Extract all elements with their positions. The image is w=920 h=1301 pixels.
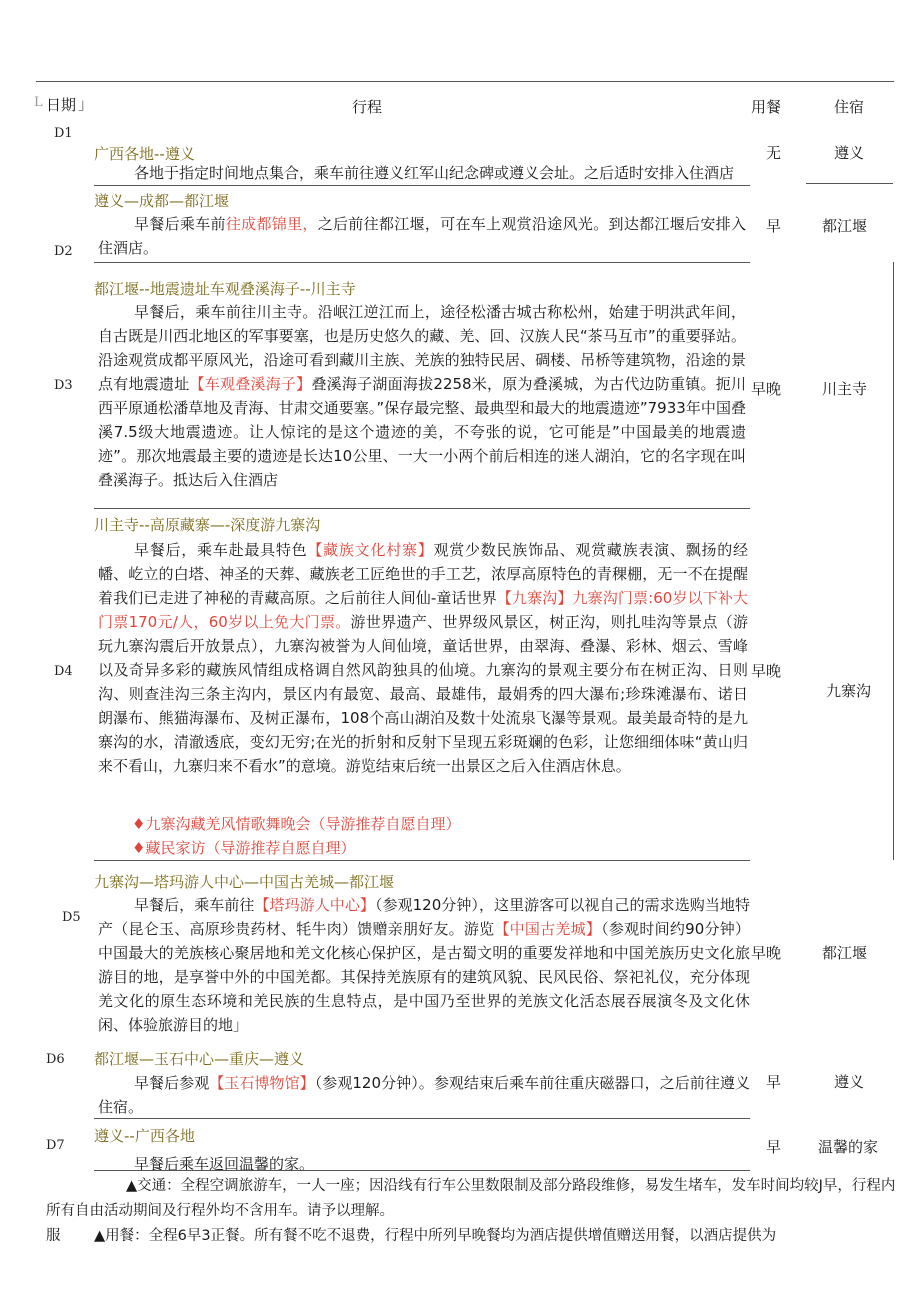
stay-rule [806,183,893,184]
row-rule [94,262,750,263]
meals-note: ▲用餐：全程6早3正餐。所有餐不吃不退费，行程中所列早晚餐均为酒店提供增值赠送用餐，以酒店提供为 [94,1228,777,1244]
day-title: 遵义--广西各地 [94,1127,195,1145]
day-title: 九寨沟—塔玛游人中心—中国古羌城—都江堰 [94,873,395,891]
day-label: D6 [46,1052,65,1067]
header-meals: 用餐 [751,98,782,116]
day-meal: 早 [766,1138,782,1156]
row-rule [94,1170,750,1171]
day-stay: 都江堰 [822,217,868,235]
day-text: 早餐后乘车前往成都锦里，之后前往都江堰，可在车上观赏沿途风光。到达都江堰后安排入住酒店。 [98,215,746,257]
top-rule [36,81,894,82]
service-label: 服 [46,1228,61,1244]
row-rule [94,1118,750,1119]
day-stay: 遵义 [834,1073,865,1091]
day-label: D2 [54,244,73,259]
day-meal: 早 [766,1073,782,1091]
header-date-bracket: 」 [78,95,94,113]
day-title: 广西各地--遵义 [94,145,195,163]
day-meal: 早晚 [751,380,782,398]
day-text: 各地于指定时间地点集合，乘车前往遵义红军山纪念碑或遵义会址。之后适时安排入住酒店 [134,164,735,182]
row-rule [94,508,750,509]
option-item: ♦藏民家访（导游推荐自愿自理） [132,839,356,857]
option-item: ♦九寨沟藏羌风情歌舞晚会（导游推荐自愿自理） [132,815,461,833]
day-label: D3 [54,378,73,393]
day-text: 早餐后参观【玉石博物馆】（参观120分钟）。参观结束后乘车前往重庆磁器口，之后前往遵义住宿。 [98,1074,750,1116]
day-stay: 都江堰 [822,944,868,962]
day-label: D1 [54,126,73,141]
day-text: 早餐后，乘车前往川主寺。沿岷江逆江而上，途径松潘古城古称松州，始建于明洪武年间，自古既是川西北地区的军事要塞，也是历史悠久的藏、羌、回、汉族人民“茶马互市”的重要驿站。沿途观赏成都平原风光，沿途可看到藏川主族、羌族的独特民居、碉楼、吊桥等建筑物，沿途的景点有地震遗址【车观叠溪海子】叠溪海子湖面海拔2258米，原为叠溪城，为古代边防重镇。扼川西平原通松潘草地及青海、甘肃交通要塞。”保存最完整、最典型和最大的地震遗迹”7933年中国叠溪7.5级大地震遗迹。让人惊诧的是这个遗迹的美，不夸张的说，它可能是”中国最美的地震遗迹”。那次地震最主要的遗迹是长达10公里、一大一小两个前后相连的迷人湖泊，它的名字现在叫叠溪海子。抵达后入住酒店 [98,303,746,489]
day-label: D7 [46,1138,65,1153]
row-rule [94,860,750,861]
day-text: 早餐后，乘车前往【塔玛游人中心】（参观120分钟），这里游客可以视自己的需求选购当地特产（昆仑玉、高原珍贵药材、牦牛肉）馈赠亲朋好友。游览【中国古羌城】（参观时间约90分钟）中国最大的羌族核心聚居地和羌文化核心保护区，是古蜀文明的重要发祥地和中国羌族历史文化旅游目的地，是享誉中外的中国羌都。其保持羌族原有的建筑风貌、民风民俗、祭祀礼仪，充分体现羌文化的原生态环境和羌民族的生息特点，是中国乃至世界的羌族文化活态展吞展演冬及文化休闲、体验旅游目的地」 [98,896,750,1034]
day-stay: 温馨的家 [818,1138,879,1156]
header-itinerary: 行程 [352,98,383,116]
header-stay: 住宿 [834,98,865,116]
day-stay: 遵义 [834,144,865,162]
day-title: 都江堰--地震遗址车观叠溪海子--川主寺 [94,280,356,298]
day-meal: 早 [766,217,782,235]
traffic-note: ▲交通：全程空调旅游车，一人一座；因沿线有行车公里数限制及部分路段维修，易发生堵车，发车时间均较J早，行程内所有自由活动期间及行程外均不含用车。请予以理解。 [46,1178,896,1219]
day-meal: 无 [766,144,782,162]
day-meal: 早晚 [751,662,782,680]
day-stay: 川主寺 [822,380,868,398]
day-label: D5 [62,910,81,925]
day-stay: 九寨沟 [826,682,872,700]
day-title: 都江堰—玉石中心—重庆—遵义 [94,1050,305,1068]
day-meal: 早晚 [751,944,782,962]
row-rule [94,185,750,186]
day-text: 早餐后乘车返回温馨的家。 [134,1155,315,1173]
day-title: 川主寺--高原藏寨—-深度游九寨沟 [94,516,321,534]
day-text: 早餐后，乘车赴最具特色【藏族文化村寨】观赏少数民族饰品、观赏藏族表演、飘扬的经幡、屹立的白塔、神圣的天葬、藏族老工匠绝世的手工艺，浓厚高原特色的青稞棚，无一不在提醒着我们已走进了神秘的青藏高原。之后前往人间仙-童话世界【九寨沟】九寨沟门票:60岁以下补大门票170元/人，60岁以上免大门票。游世界遗产、世界级风景区，树正沟，则扎哇沟等景点（游玩九寨沟震后开放景点），九寨沟被誉为人间仙境，童话世界，由翠海、叠瀑、彩林、烟云、雪峰以及奇异多彩的藏族风情组成格调自然风韵独具的仙境。九寨沟的景观主要分布在树正沟、日则沟、则查洼沟三条主沟内，景区内有最宽、最高、最雄伟，最娟秀的四大瀑布;珍珠滩瀑布、诺日朗瀑布、熊猫海瀑布、及树正瀑布，108个高山湖泊及数十处流泉飞瀑等景观。最美最奇特的是九寨沟的水，清澈透底，变幻无穷;在光的折射和反射下呈现五彩斑斓的色彩，让您细细体味“黄山归来不看山，九寨归来不看水”的意境。游览结束后统一出景区之后入住酒店休息。 [98,541,748,775]
day-title: 遵义—成都—都江堰 [94,192,230,210]
right-border [893,262,894,860]
day-label: D4 [54,664,73,679]
header-date: 日期 [46,96,77,114]
header-mark: L [34,95,43,110]
